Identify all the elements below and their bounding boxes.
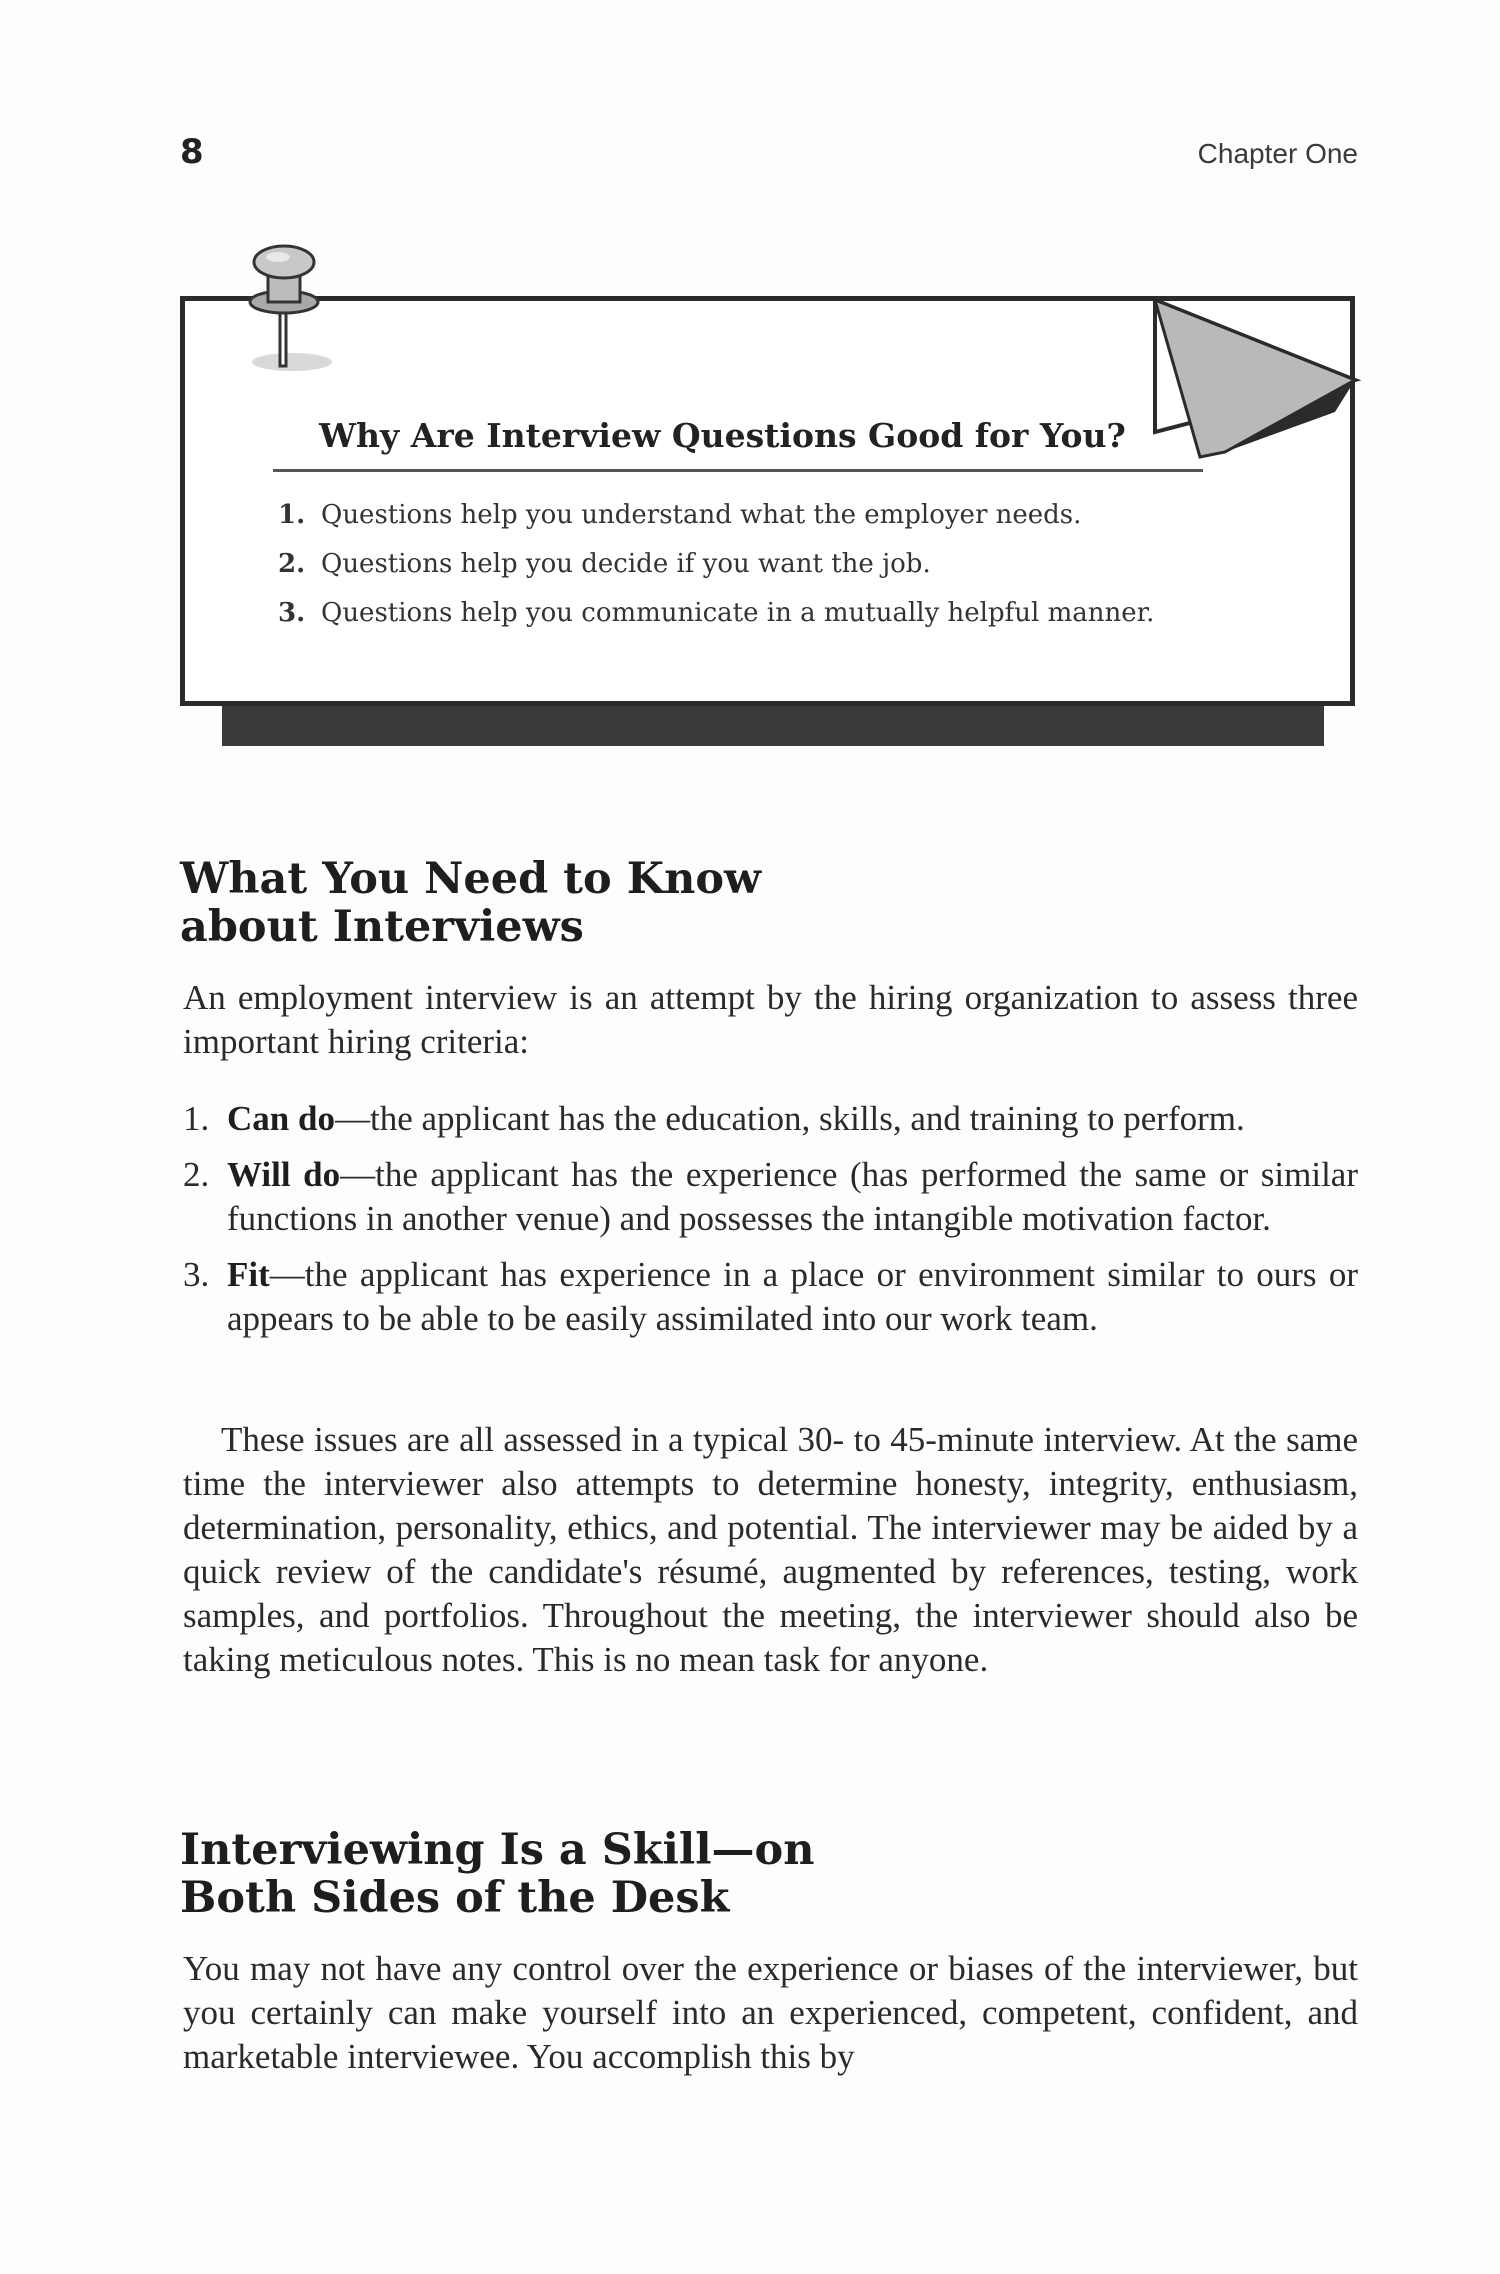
folded-corner-icon <box>1105 262 1365 492</box>
criteria-text: —the applicant has experience in a place or environment similar to ours or appears to be able to be easily assimilated into our work team. <box>227 1255 1358 1338</box>
callout-list <box>278 499 1198 646</box>
intro-paragraph: An employment interview is an attempt by the hiring organization to assess three important hiring criteria: <box>183 978 1358 1061</box>
callout-item-number: 1. <box>278 500 306 530</box>
criteria-number: 1. <box>183 1099 210 1138</box>
skill-paragraph: You may not have any control over the experience or biases of the interviewer, but you certainly can make yourself into an experienced, competent, confident, and marketable interviewee. You accomplish this by <box>183 1949 1358 2076</box>
section-heading-interviews <box>180 855 761 951</box>
criteria-item <box>183 1253 1358 1341</box>
heading-line: about Interviews <box>180 902 584 952</box>
callout-item-text: Questions help you understand what the employer needs. <box>321 500 1082 530</box>
hiring-criteria-list <box>183 1097 1358 1353</box>
callout-title: Why Are Interview Questions Good for You? <box>319 416 1126 455</box>
running-head: Chapter One <box>1197 138 1358 169</box>
callout-item-text: Questions help you communicate in a mutually helpful manner. <box>321 598 1155 628</box>
callout-item-text: Questions help you decide if you want the job. <box>321 549 931 579</box>
heading-line: What You Need to Know <box>180 854 762 904</box>
criteria-term: Fit <box>227 1255 270 1294</box>
criteria-number: 2. <box>183 1155 210 1194</box>
callout-item-number: 3. <box>278 598 306 628</box>
page-number: 8 <box>180 132 204 172</box>
callout-divider <box>273 469 1203 472</box>
section-heading-skill <box>180 1826 815 1922</box>
callout-item <box>278 597 1198 630</box>
callout-item-number: 2. <box>278 549 306 579</box>
criteria-item <box>183 1097 1358 1141</box>
criteria-text: —the applicant has the education, skills, and training to perform. <box>334 1099 1245 1138</box>
heading-line: Interviewing Is a Skill—on <box>180 1825 815 1875</box>
criteria-term: Will do <box>227 1155 341 1194</box>
callout-item <box>278 548 1198 581</box>
callout-shadow-bar <box>222 700 1324 746</box>
callout-item <box>278 499 1198 532</box>
criteria-item <box>183 1153 1358 1241</box>
criteria-text: —the applicant has the experience (has performed the same or similar functions in another venue) and possesses the intangible motivation factor. <box>227 1155 1358 1238</box>
heading-line: Both Sides of the Desk <box>180 1873 730 1923</box>
criteria-number: 3. <box>183 1255 210 1294</box>
assessment-paragraph: These issues are all assessed in a typical 30- to 45-minute interview. At the same time the interviewer also attempts to determine honesty, integrity, enthusiasm, determination, personality, ethics, and potential. The interviewer may be aided by a quick review of the candidate's résumé, augmented by references, testing, work samples, and portfolios. Throughout the meeting, the interviewer should also be taking meticulous notes. This is no mean task for anyone. <box>183 1420 1358 1679</box>
pushpin-icon <box>230 240 340 380</box>
criteria-term: Can do <box>227 1099 335 1138</box>
